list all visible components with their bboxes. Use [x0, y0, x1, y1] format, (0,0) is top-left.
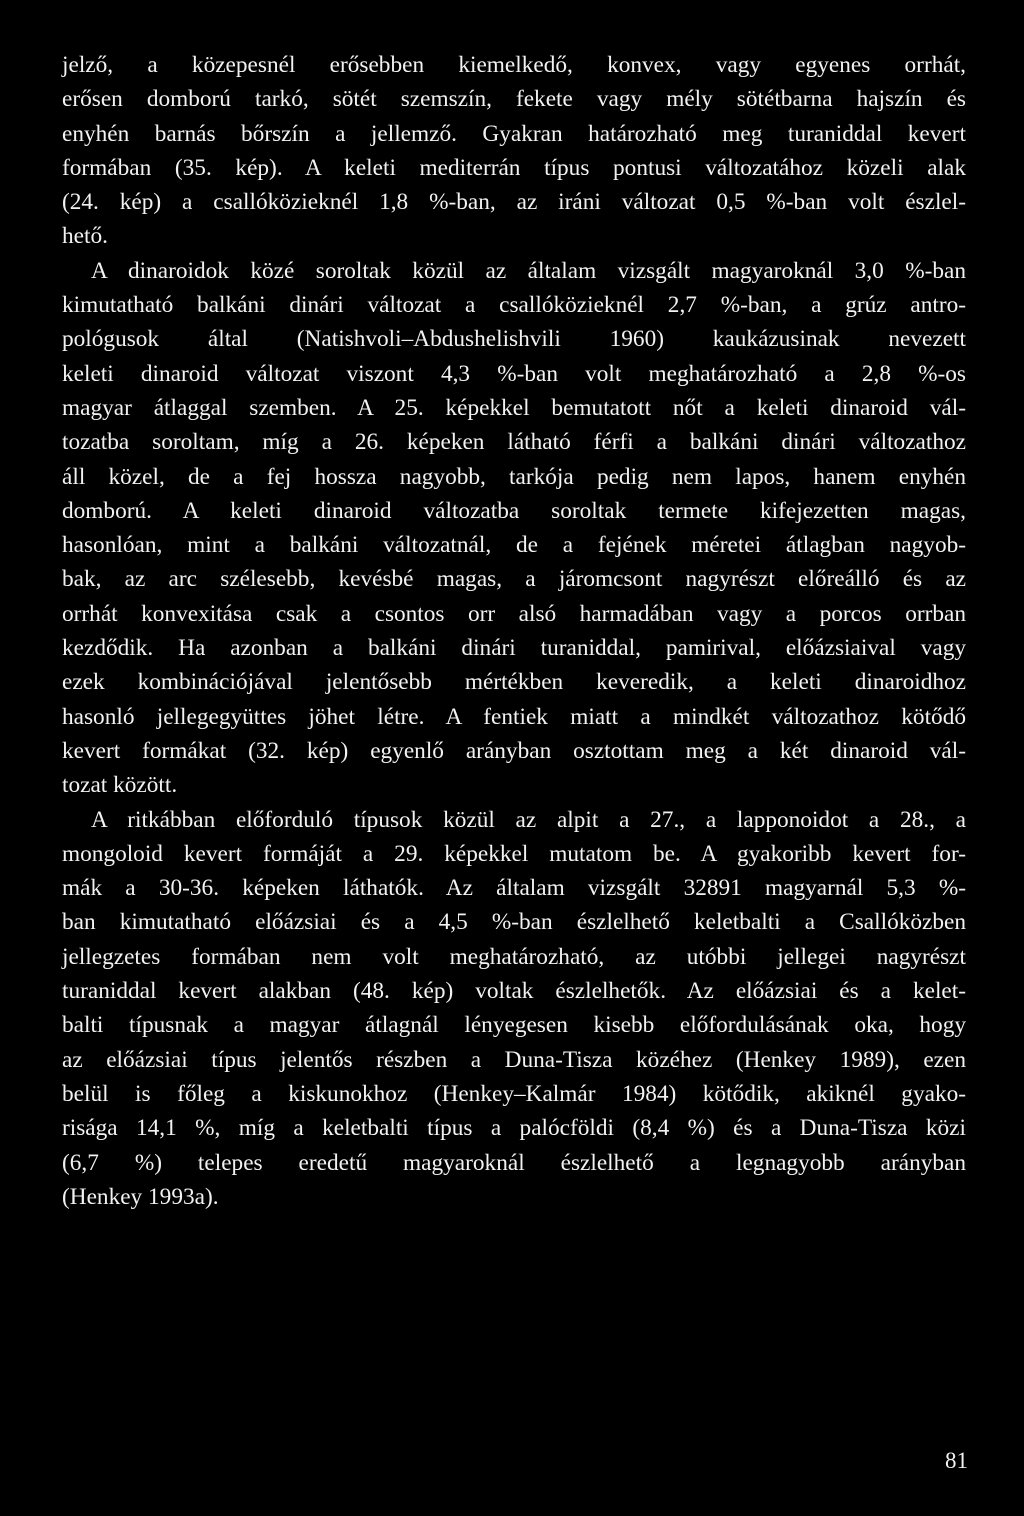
text-line: mák a 30-36. képeken láthatók. Az általam vizsgált 32891 magyarnál 5,3 %-: [62, 875, 966, 902]
text-line: hasonlóan, mint a balkáni változatnál, de a fejének méretei átlagban nagyob-: [62, 532, 966, 559]
text-line: kezdődik. Ha azonban a balkáni dinári turaniddal, pamirival, előázsiaival vagy: [62, 635, 966, 662]
text-line: mongoloid kevert formáját a 29. képekkel mutatom be. A gyakoribb kevert for-: [62, 840, 966, 867]
text-line: jelző, a közepesnél erősebben kiemelkedő, konvex, vagy egyenes orrhát,: [62, 52, 966, 78]
text-line: erősen domború tarkó, sötét szemszín, fekete vagy mély sötétbarna hajszín és: [62, 86, 966, 113]
text-line: ezek kombinációjával jelentősebb mértékben keveredik, a keleti dinaroidhoz: [62, 669, 966, 696]
text-line: balti típusnak a magyar átlagnál lényegesen kisebb előfordulásának oka, hogy: [62, 1012, 966, 1039]
text-line: hető.: [62, 223, 108, 250]
text-line: hasonló jellegegyüttes jöhet létre. A fentiek miatt a mindkét változathoz kötődő: [62, 703, 966, 730]
text-line: bak, az arc szélesebb, kevésbé magas, a járomcsont nagyrészt előreálló és az: [62, 566, 966, 593]
page-number: 81: [945, 1448, 968, 1473]
body-text: [62, 48, 966, 1214]
text-line: risága 14,1 %, míg a keletbalti típus a palócföldi (8,4 %) és a Duna-Tisza közi: [62, 1115, 966, 1142]
text-line: (24. kép) a csallóközieknél 1,8 %-ban, az iráni változat 0,5 %-ban volt észlel-: [62, 189, 966, 216]
text-line: belül is főleg a kiskunokhoz (Henkey–Kalmár 1984) kötődik, akiknél gyako-: [62, 1080, 966, 1107]
text-line: domború. A keleti dinaroid változatba soroltak termete kifejezetten magas,: [62, 497, 966, 524]
paragraph-2: [62, 254, 966, 803]
text-line: (Henkey 1993a).: [62, 1183, 219, 1210]
text-line: ban kimutatható előázsiai és a 4,5 %-ban észlelhető keletbalti a Csallóközben: [62, 909, 966, 936]
text-line: jellegzetes formában nem volt meghatározható, az utóbbi jellegei nagyrészt: [62, 943, 966, 970]
text-line: magyar átlaggal szemben. A 25. képekkel bemutatott nőt a keleti dinaroid vál-: [62, 394, 966, 421]
text-line: tozat között.: [62, 772, 178, 799]
text-line: áll közel, de a fej hossza nagyobb, tarkója pedig nem lapos, hanem enyhén: [62, 463, 966, 490]
text-line: A ritkábban előforduló típusok közül az alpit a 27., a lapponoidot a 28., a: [91, 806, 966, 833]
text-line: A dinaroidok közé soroltak közül az általam vizsgált magyaroknál 3,0 %-ban: [91, 257, 966, 284]
text-line: (6,7 %) telepes eredetű magyaroknál észlelhető a legnagyobb arányban: [62, 1149, 966, 1176]
text-line: orrhát konvexitása csak a csontos orr alsó harmadában vagy a porcos orrban: [62, 600, 966, 627]
paragraph-1: [62, 48, 966, 254]
text-line: az előázsiai típus jelentős részben a Duna-Tisza közéhez (Henkey 1989), ezen: [62, 1046, 966, 1073]
text-line: keleti dinaroid változat viszont 4,3 %-ban volt meghatározható a 2,8 %-os: [62, 360, 966, 387]
paragraph-3: [62, 803, 966, 1215]
text-line: turaniddal kevert alakban (48. kép) voltak észlelhetők. Az előázsiai és a kelet-: [62, 978, 966, 1005]
text-line: kimutatható balkáni dinári változat a csallóközieknél 2,7 %-ban, a grúz antro-: [62, 292, 966, 319]
text-line: kevert formákat (32. kép) egyenlő arányban osztottam meg a két dinaroid vál-: [62, 737, 966, 764]
text-line: pológusok által (Natishvoli–Abdushelishvili 1960) kaukázusinak nevezett: [62, 326, 966, 353]
text-line: formában (35. kép). A keleti mediterrán típus pontusi változatához közeli alak: [62, 154, 966, 181]
text-line: tozatba soroltam, míg a 26. képeken látható férfi a balkáni dinári változathoz: [62, 429, 966, 456]
text-line: enyhén barnás bőrszín a jellemző. Gyakran határozható meg turaniddal kevert: [62, 120, 966, 147]
